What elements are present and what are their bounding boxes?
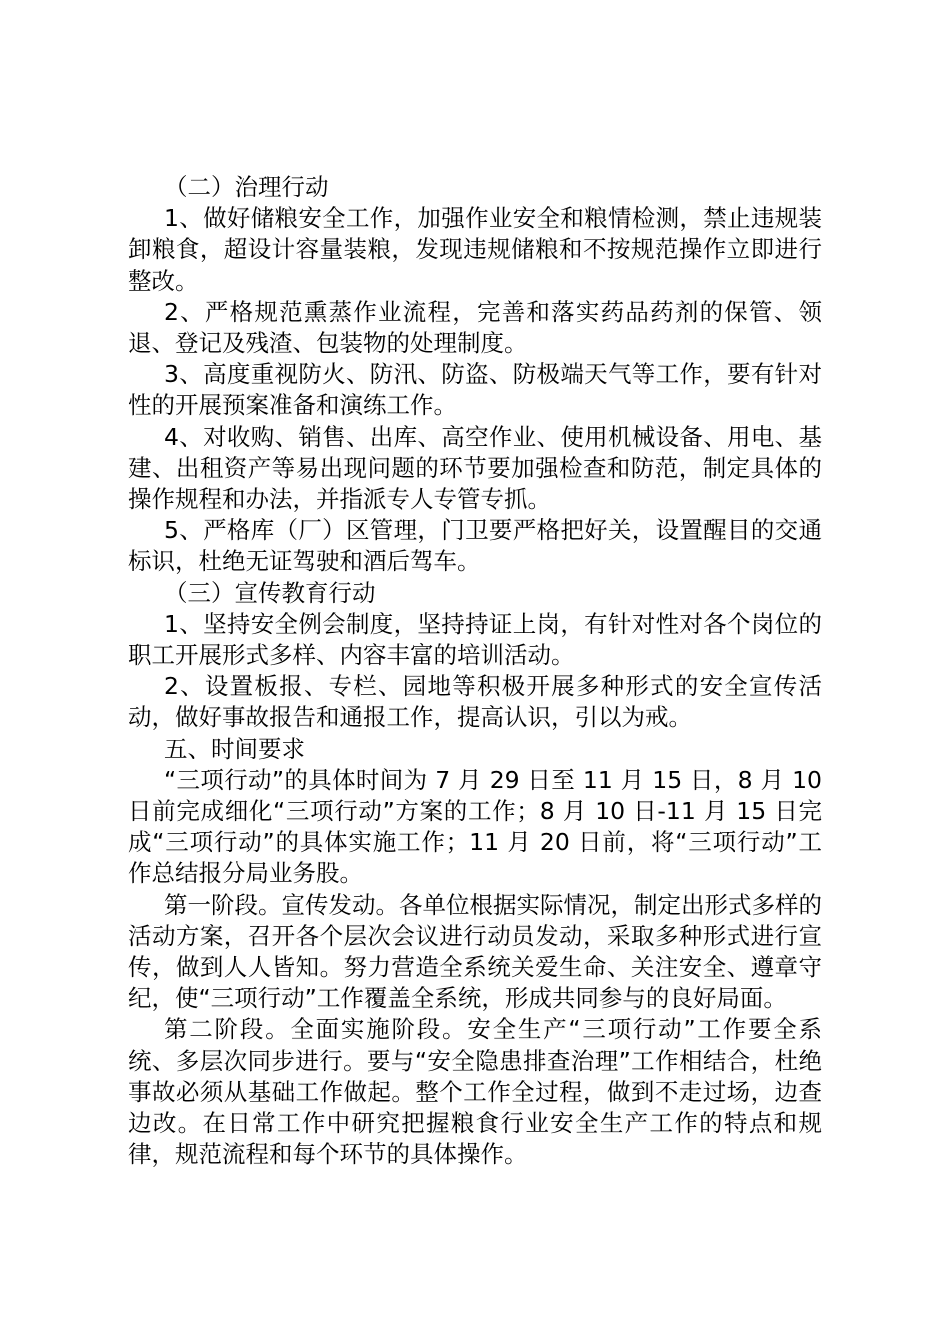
- paragraph-publicity: 2、设置板报、专栏、园地等积极开展多种形式的安全宣传活动，做好事故报告和通报工作，提高认识，引以为戒。: [128, 672, 822, 732]
- paragraph-fumigation-process: 2、严格规范熏蒸作业流程，完善和落实药品药剂的保管、领退、登记及残渣、包装物的处理制度。: [128, 297, 822, 358]
- paragraph-disaster-prevention: 3、高度重视防火、防汛、防盗、防极端天气等工作，要有针对性的开展预案准备和演练工作。: [128, 360, 822, 420]
- paragraph-risk-operations: 4、对收购、销售、出库、高空作业、使用机械设备、用电、基建、出租资产等易出现问题的环节要加强检查和防范，制定具体的操作规程和办法，并指派专人专管专抓。: [128, 422, 822, 514]
- paragraph-schedule: “三项行动”的具体时间为 7 月 29 日至 11 月 15 日，8 月 10 日前完成细化“三项行动”方案的工作；8 月 10 日-11 月 15 日完成“三项行动”的具体实施工作；11 月 20 日前，将“三项行动”工作总结报分局业务股。: [128, 765, 822, 888]
- paragraph-phase-two: 第二阶段。全面实施阶段。安全生产“三项行动”工作要全系统、多层次同步进行。要与“安全隐患排查治理”工作相结合，杜绝事故必须从基础工作做起。整个工作全过程，做到不走过场，边查边改。在日常工作中研究把握粮食行业安全生产工作的特点和规律，规范流程和每个环节的具体操作。: [128, 1015, 822, 1169]
- section-heading-governance: （二）治理行动: [164, 173, 329, 201]
- section-heading-timeline: 五、时间要求: [164, 734, 305, 763]
- document-body: [128, 172, 822, 1171]
- section-heading-education: （三）宣传教育行动: [164, 578, 376, 607]
- paragraph-grain-storage-safety: 1、做好储粮安全工作，加强作业安全和粮情检测，禁止违规装卸粮食，超设计容量装粮，发现违规储粮和不按规范操作立即进行整改。: [128, 204, 822, 295]
- paragraph-site-management: 5、严格库（厂）区管理，门卫要严格把好关，设置醒目的交通标识，杜绝无证驾驶和酒后驾车。: [128, 516, 822, 576]
- paragraph-safety-meetings: 1、坚持安全例会制度，坚持持证上岗，有针对性对各个岗位的职工开展形式多样、内容丰富的培训活动。: [128, 609, 822, 670]
- paragraph-phase-one: 第一阶段。宣传发动。各单位根据实际情况，制定出形式多样的活动方案，召开各个层次会议进行动员发动，采取多种形式进行宣传，做到人人皆知。努力营造全系统关爱生命、关注安全、遵章守纪，使“三项行动”工作覆盖全系统，形成共同参与的良好局面。: [128, 890, 822, 1013]
